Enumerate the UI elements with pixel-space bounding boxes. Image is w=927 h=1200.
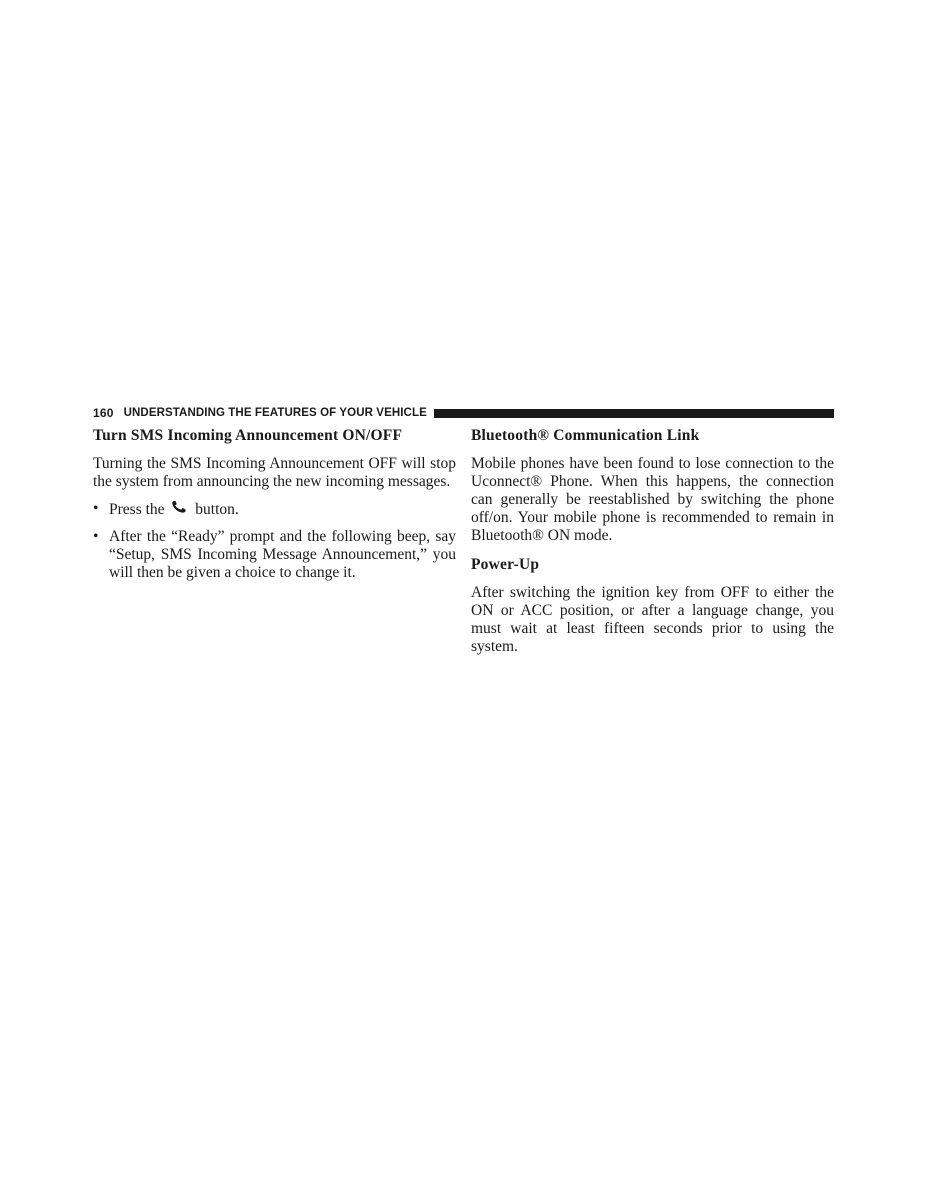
list-item bbox=[93, 500, 456, 519]
chapter-title: UNDERSTANDING THE FEATURES OF YOUR VEHICLE bbox=[123, 407, 427, 419]
page-header bbox=[93, 405, 834, 421]
bluetooth-paragraph: Mobile phones have been found to lose connection to the Uconnect® Phone. When this happens, the connection can generally be reestablished by switching the phone off/on. Your mobile phone is recommended to remain in Bluetooth® ON mode. bbox=[471, 455, 834, 544]
list-item bbox=[93, 528, 456, 582]
sms-announcement-heading: Turn SMS Incoming Announcement ON/OFF bbox=[93, 427, 403, 444]
bullet-icon: • bbox=[93, 528, 99, 545]
press-text: Press the bbox=[109, 501, 165, 518]
button-text: button. bbox=[195, 501, 239, 518]
power-up-paragraph: After switching the ignition key from OFF to either the ON or ACC position, or after a language change, you must wait at least fifteen seconds prior to using the system. bbox=[471, 584, 834, 655]
sms-announcement-intro: Turning the SMS Incoming Announcement OFF will stop the system from announcing the new incoming messages. bbox=[93, 455, 456, 490]
phone-icon bbox=[171, 500, 190, 513]
header-rule bbox=[434, 409, 834, 418]
page-number: 160 bbox=[93, 406, 114, 420]
power-up-heading: Power-Up bbox=[471, 556, 540, 573]
bullet-icon: • bbox=[93, 500, 99, 517]
left-column bbox=[93, 427, 456, 582]
bluetooth-heading: Bluetooth® Communication Link bbox=[471, 427, 700, 444]
right-column bbox=[471, 427, 834, 656]
ready-prompt-text: After the “Ready” prompt and the following beep, say “Setup, SMS Incoming Message Announcement,” you will then be given a choice to change it. bbox=[109, 528, 456, 581]
instruction-list bbox=[93, 500, 456, 582]
